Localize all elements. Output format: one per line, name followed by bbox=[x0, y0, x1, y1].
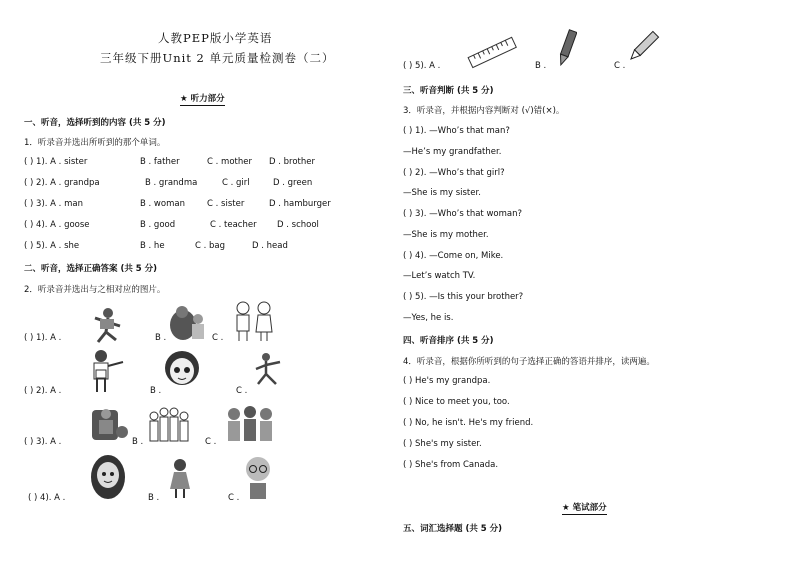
option-c: C . teacher bbox=[210, 220, 257, 230]
option-d: D . head bbox=[252, 241, 288, 251]
picture-family-hugging bbox=[168, 303, 208, 343]
option-b: B . bbox=[155, 333, 167, 343]
picture-girl-face bbox=[162, 350, 202, 392]
picture-dancing-man bbox=[252, 352, 288, 388]
part3-heading: 三、听音判断 (共 5 分) bbox=[403, 86, 494, 96]
part1-instruction: 1．听录音并选出所听到的那个单词。 bbox=[24, 138, 166, 148]
part2-heading: 二、听音，选择正确答案 (共 5 分) bbox=[24, 264, 158, 274]
question-number: ( ) 2). A . bbox=[24, 386, 62, 396]
option-b: B . bbox=[535, 61, 547, 71]
option-c: C . sister bbox=[207, 199, 245, 209]
picture-pen bbox=[557, 28, 577, 68]
picture-girl-in-dress bbox=[165, 457, 195, 499]
picture-woman-long-hair bbox=[88, 455, 128, 501]
picture-pencil bbox=[625, 29, 661, 65]
option-b: B . father bbox=[140, 157, 180, 167]
picture-large-family bbox=[146, 404, 192, 444]
writing-section-header: ★ 笔试部分 bbox=[562, 503, 607, 513]
part3-line: —She is my mother. bbox=[403, 230, 489, 240]
option-c: C . bbox=[614, 61, 626, 71]
part4-instruction: 4．听录音，根据你所听到的句子选择正确的答语并排序，读两遍。 bbox=[403, 357, 655, 367]
option-c: C . bag bbox=[195, 241, 226, 251]
title-line-2: 三年级下册Unit 2 单元质量检测卷（二） bbox=[100, 51, 335, 65]
picture-boy-with-sign bbox=[85, 348, 127, 394]
question-number: ( ) 3). A . man bbox=[24, 199, 83, 209]
part3-line: ( ) 5). —Is this your brother? bbox=[403, 292, 524, 302]
question-number: ( ) 3). A . bbox=[24, 437, 62, 447]
option-c: C . bbox=[205, 437, 217, 447]
option-b: B . grandma bbox=[145, 178, 198, 188]
option-d: D . brother bbox=[269, 157, 315, 167]
option-c: C . bbox=[228, 493, 240, 503]
option-d: D . school bbox=[277, 220, 319, 230]
option-b: B . he bbox=[140, 241, 165, 251]
option-b: B . good bbox=[140, 220, 176, 230]
option-d: D . green bbox=[273, 178, 313, 188]
question-number: ( ) 1). A . bbox=[24, 333, 62, 343]
part5-heading: 五、词汇选择题 (共 5 分) bbox=[403, 524, 503, 534]
question-number: ( ) 4). A . bbox=[28, 493, 66, 503]
picture-family-group bbox=[222, 404, 278, 444]
option-b: B . bbox=[148, 493, 160, 503]
question-number: ( ) 1). A . sister bbox=[24, 157, 88, 167]
option-d: D . hamburger bbox=[269, 199, 331, 209]
part3-line: —She is my sister. bbox=[403, 188, 481, 198]
option-c: C . bbox=[212, 333, 224, 343]
part3-line: —Yes, he is. bbox=[403, 313, 454, 323]
listening-section-header: ★ 听力部分 bbox=[180, 94, 225, 104]
option-b: B . bbox=[132, 437, 144, 447]
part3-line: ( ) 4). —Come on, Mike. bbox=[403, 251, 504, 261]
option-c: C . bbox=[236, 386, 248, 396]
picture-old-man-in-chair bbox=[86, 404, 130, 444]
part3-line: ( ) 2). —Who’s that girl? bbox=[403, 168, 505, 178]
part4-line: ( ) She's my sister. bbox=[403, 439, 482, 449]
picture-man-with-glasses bbox=[240, 455, 276, 501]
picture-grandparents bbox=[230, 300, 278, 342]
picture-ruler bbox=[466, 35, 518, 69]
part3-line: —Let’s watch TV. bbox=[403, 271, 476, 281]
picture-man-exercising bbox=[90, 306, 126, 344]
option-b: B . woman bbox=[140, 199, 185, 209]
part3-instruction: 3．听录音，并根据内容判断对 (√)错(×)。 bbox=[403, 106, 565, 116]
part4-line: ( ) No, he isn't. He's my friend. bbox=[403, 418, 534, 428]
option-b: B . bbox=[150, 386, 162, 396]
part3-line: ( ) 3). —Who’s that woman? bbox=[403, 209, 522, 219]
option-c: C . mother bbox=[207, 157, 252, 167]
question-number: ( ) 2). A . grandpa bbox=[24, 178, 100, 188]
part4-line: ( ) He's my grandpa. bbox=[403, 376, 491, 386]
question-number: ( ) 5). A . bbox=[403, 61, 441, 71]
part2-instruction: 2．听录音并选出与之相对应的图片。 bbox=[24, 285, 166, 295]
part1-heading: 一、听音，选择听到的内容 (共 5 分) bbox=[24, 118, 166, 128]
question-number: ( ) 5). A . she bbox=[24, 241, 80, 251]
part3-line: —He’s my grandfather. bbox=[403, 147, 502, 157]
part4-line: ( ) Nice to meet you, too. bbox=[403, 397, 510, 407]
part4-heading: 四、听音排序 (共 5 分) bbox=[403, 336, 494, 346]
part4-line: ( ) She's from Canada. bbox=[403, 460, 499, 470]
question-number: ( ) 4). A . goose bbox=[24, 220, 90, 230]
option-c: C . girl bbox=[222, 178, 250, 188]
part3-line: ( ) 1). —Who’s that man? bbox=[403, 126, 510, 136]
title-line-1: 人教PEP版小学英语 bbox=[158, 31, 273, 45]
